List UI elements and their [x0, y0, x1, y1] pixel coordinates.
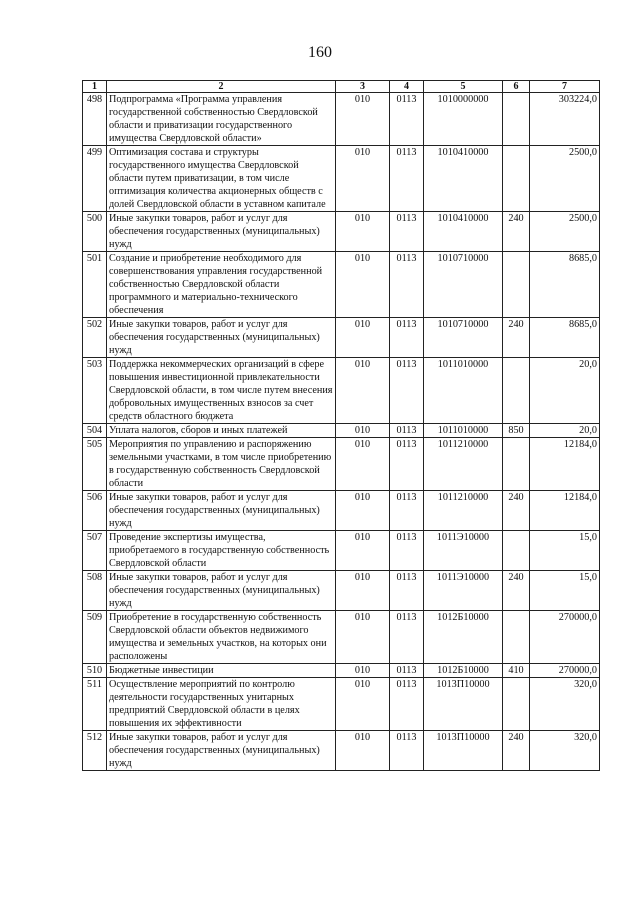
ministry-code: 010 [336, 571, 390, 611]
section-code: 0113 [390, 93, 424, 146]
expense-type-code [503, 358, 530, 424]
page-number: 160 [308, 44, 332, 61]
row-description: Осуществление мероприятий по контролю деятельности государственных унитарных предприятий Свердловской области в целях повышения их эффективности [107, 678, 336, 731]
target-code: 1013П10000 [424, 731, 503, 771]
ministry-code: 010 [336, 252, 390, 318]
column-header: 7 [530, 81, 600, 93]
target-code: 1011Э10000 [424, 571, 503, 611]
ministry-code: 010 [336, 491, 390, 531]
ministry-code: 010 [336, 678, 390, 731]
amount: 15,0 [530, 531, 600, 571]
section-code: 0113 [390, 531, 424, 571]
column-header: 1 [83, 81, 107, 93]
expense-type-code [503, 252, 530, 318]
row-number: 509 [83, 611, 107, 664]
row-number: 506 [83, 491, 107, 531]
amount: 320,0 [530, 731, 600, 771]
expense-type-code [503, 438, 530, 491]
amount: 303224,0 [530, 93, 600, 146]
target-code: 1010000000 [424, 93, 503, 146]
table-row [83, 212, 600, 252]
row-description: Уплата налогов, сборов и иных платежей [107, 424, 336, 438]
expense-type-code [503, 678, 530, 731]
target-code: 1010710000 [424, 252, 503, 318]
expense-type-code: 240 [503, 491, 530, 531]
row-description: Иные закупки товаров, работ и услуг для обеспечения государственных (муниципальных) нужд [107, 212, 336, 252]
target-code: 1010710000 [424, 318, 503, 358]
row-description: Иные закупки товаров, работ и услуг для обеспечения государственных (муниципальных) нужд [107, 571, 336, 611]
target-code: 1011210000 [424, 438, 503, 491]
amount: 15,0 [530, 571, 600, 611]
amount: 12184,0 [530, 491, 600, 531]
row-number: 498 [83, 93, 107, 146]
ministry-code: 010 [336, 93, 390, 146]
ministry-code: 010 [336, 438, 390, 491]
section-code: 0113 [390, 664, 424, 678]
section-code: 0113 [390, 438, 424, 491]
table-row [83, 664, 600, 678]
table-row [83, 678, 600, 731]
row-description: Иные закупки товаров, работ и услуг для обеспечения государственных (муниципальных) нужд [107, 731, 336, 771]
amount: 12184,0 [530, 438, 600, 491]
table-row [83, 146, 600, 212]
row-number: 503 [83, 358, 107, 424]
amount: 270000,0 [530, 664, 600, 678]
row-number: 500 [83, 212, 107, 252]
table-row [83, 358, 600, 424]
row-number: 511 [83, 678, 107, 731]
target-code: 1010410000 [424, 146, 503, 212]
ministry-code: 010 [336, 424, 390, 438]
section-code: 0113 [390, 678, 424, 731]
row-description: Мероприятия по управлению и распоряжению земельными участками, в том числе приобретению в государственную собственность Свердловской области [107, 438, 336, 491]
section-code: 0113 [390, 252, 424, 318]
section-code: 0113 [390, 318, 424, 358]
row-description: Проведение экспертизы имущества, приобретаемого в государственную собственность Свердловской области [107, 531, 336, 571]
target-code: 1011010000 [424, 424, 503, 438]
section-code: 0113 [390, 212, 424, 252]
section-code: 0113 [390, 731, 424, 771]
column-header: 3 [336, 81, 390, 93]
ministry-code: 010 [336, 318, 390, 358]
table-row [83, 531, 600, 571]
row-number: 501 [83, 252, 107, 318]
row-description: Бюджетные инвестиции [107, 664, 336, 678]
row-description: Приобретение в государственную собственность Свердловской области объектов недвижимого имущества и земельных участков, на которых они расположены [107, 611, 336, 664]
amount: 2500,0 [530, 212, 600, 252]
row-description: Поддержка некоммерческих организаций в сфере повышения инвестиционной привлекательности Свердловской области, в том числе путем внесения добровольных имущественных взносов за счет средств областного бюджета [107, 358, 336, 424]
target-code: 1010410000 [424, 212, 503, 252]
row-number: 499 [83, 146, 107, 212]
amount: 2500,0 [530, 146, 600, 212]
ministry-code: 010 [336, 358, 390, 424]
column-header: 4 [390, 81, 424, 93]
expense-type-code: 410 [503, 664, 530, 678]
amount: 270000,0 [530, 611, 600, 664]
row-number: 508 [83, 571, 107, 611]
table-row [83, 438, 600, 491]
ministry-code: 010 [336, 731, 390, 771]
section-code: 0113 [390, 611, 424, 664]
row-description: Иные закупки товаров, работ и услуг для обеспечения государственных (муниципальных) нужд [107, 491, 336, 531]
amount: 320,0 [530, 678, 600, 731]
table-row [83, 424, 600, 438]
row-description: Создание и приобретение необходимого для совершенствования управления государственной собственностью Свердловской области программного и материально-технического обеспечения [107, 252, 336, 318]
row-number: 504 [83, 424, 107, 438]
amount: 8685,0 [530, 252, 600, 318]
target-code: 1011Э10000 [424, 531, 503, 571]
column-header: 5 [424, 81, 503, 93]
section-code: 0113 [390, 146, 424, 212]
expense-type-code: 240 [503, 318, 530, 358]
row-description: Оптимизация состава и структуры государственного имущества Свердловской области путем приватизации, в том числе оптимизация количества акционерных обществ с долей Свердловской области в уставном капитале [107, 146, 336, 212]
target-code: 1011010000 [424, 358, 503, 424]
row-number: 512 [83, 731, 107, 771]
ministry-code: 010 [336, 611, 390, 664]
section-code: 0113 [390, 571, 424, 611]
target-code: 1012Б10000 [424, 664, 503, 678]
section-code: 0113 [390, 358, 424, 424]
expense-type-code [503, 93, 530, 146]
amount: 20,0 [530, 358, 600, 424]
row-description: Иные закупки товаров, работ и услуг для обеспечения государственных (муниципальных) нужд [107, 318, 336, 358]
amount: 20,0 [530, 424, 600, 438]
budget-table [82, 80, 600, 771]
table-row [83, 252, 600, 318]
section-code: 0113 [390, 424, 424, 438]
table-row [83, 611, 600, 664]
ministry-code: 010 [336, 212, 390, 252]
target-code: 1012Б10000 [424, 611, 503, 664]
table-row [83, 491, 600, 531]
column-header: 2 [107, 81, 336, 93]
ministry-code: 010 [336, 531, 390, 571]
expense-type-code: 240 [503, 731, 530, 771]
expense-type-code [503, 146, 530, 212]
expense-type-code: 240 [503, 212, 530, 252]
row-number: 505 [83, 438, 107, 491]
row-number: 507 [83, 531, 107, 571]
target-code: 1011210000 [424, 491, 503, 531]
amount: 8685,0 [530, 318, 600, 358]
table-row [83, 571, 600, 611]
ministry-code: 010 [336, 146, 390, 212]
target-code: 1013П10000 [424, 678, 503, 731]
table-row [83, 318, 600, 358]
header-row [83, 81, 600, 93]
row-number: 502 [83, 318, 107, 358]
expense-type-code: 240 [503, 571, 530, 611]
expense-type-code [503, 611, 530, 664]
column-header: 6 [503, 81, 530, 93]
expense-type-code: 850 [503, 424, 530, 438]
table-row [83, 731, 600, 771]
section-code: 0113 [390, 491, 424, 531]
table-row [83, 93, 600, 146]
row-number: 510 [83, 664, 107, 678]
row-description: Подпрограмма «Программа управления государственной собственностью Свердловской области и приватизации государственного имущества Свердловской области» [107, 93, 336, 146]
expense-type-code [503, 531, 530, 571]
ministry-code: 010 [336, 664, 390, 678]
